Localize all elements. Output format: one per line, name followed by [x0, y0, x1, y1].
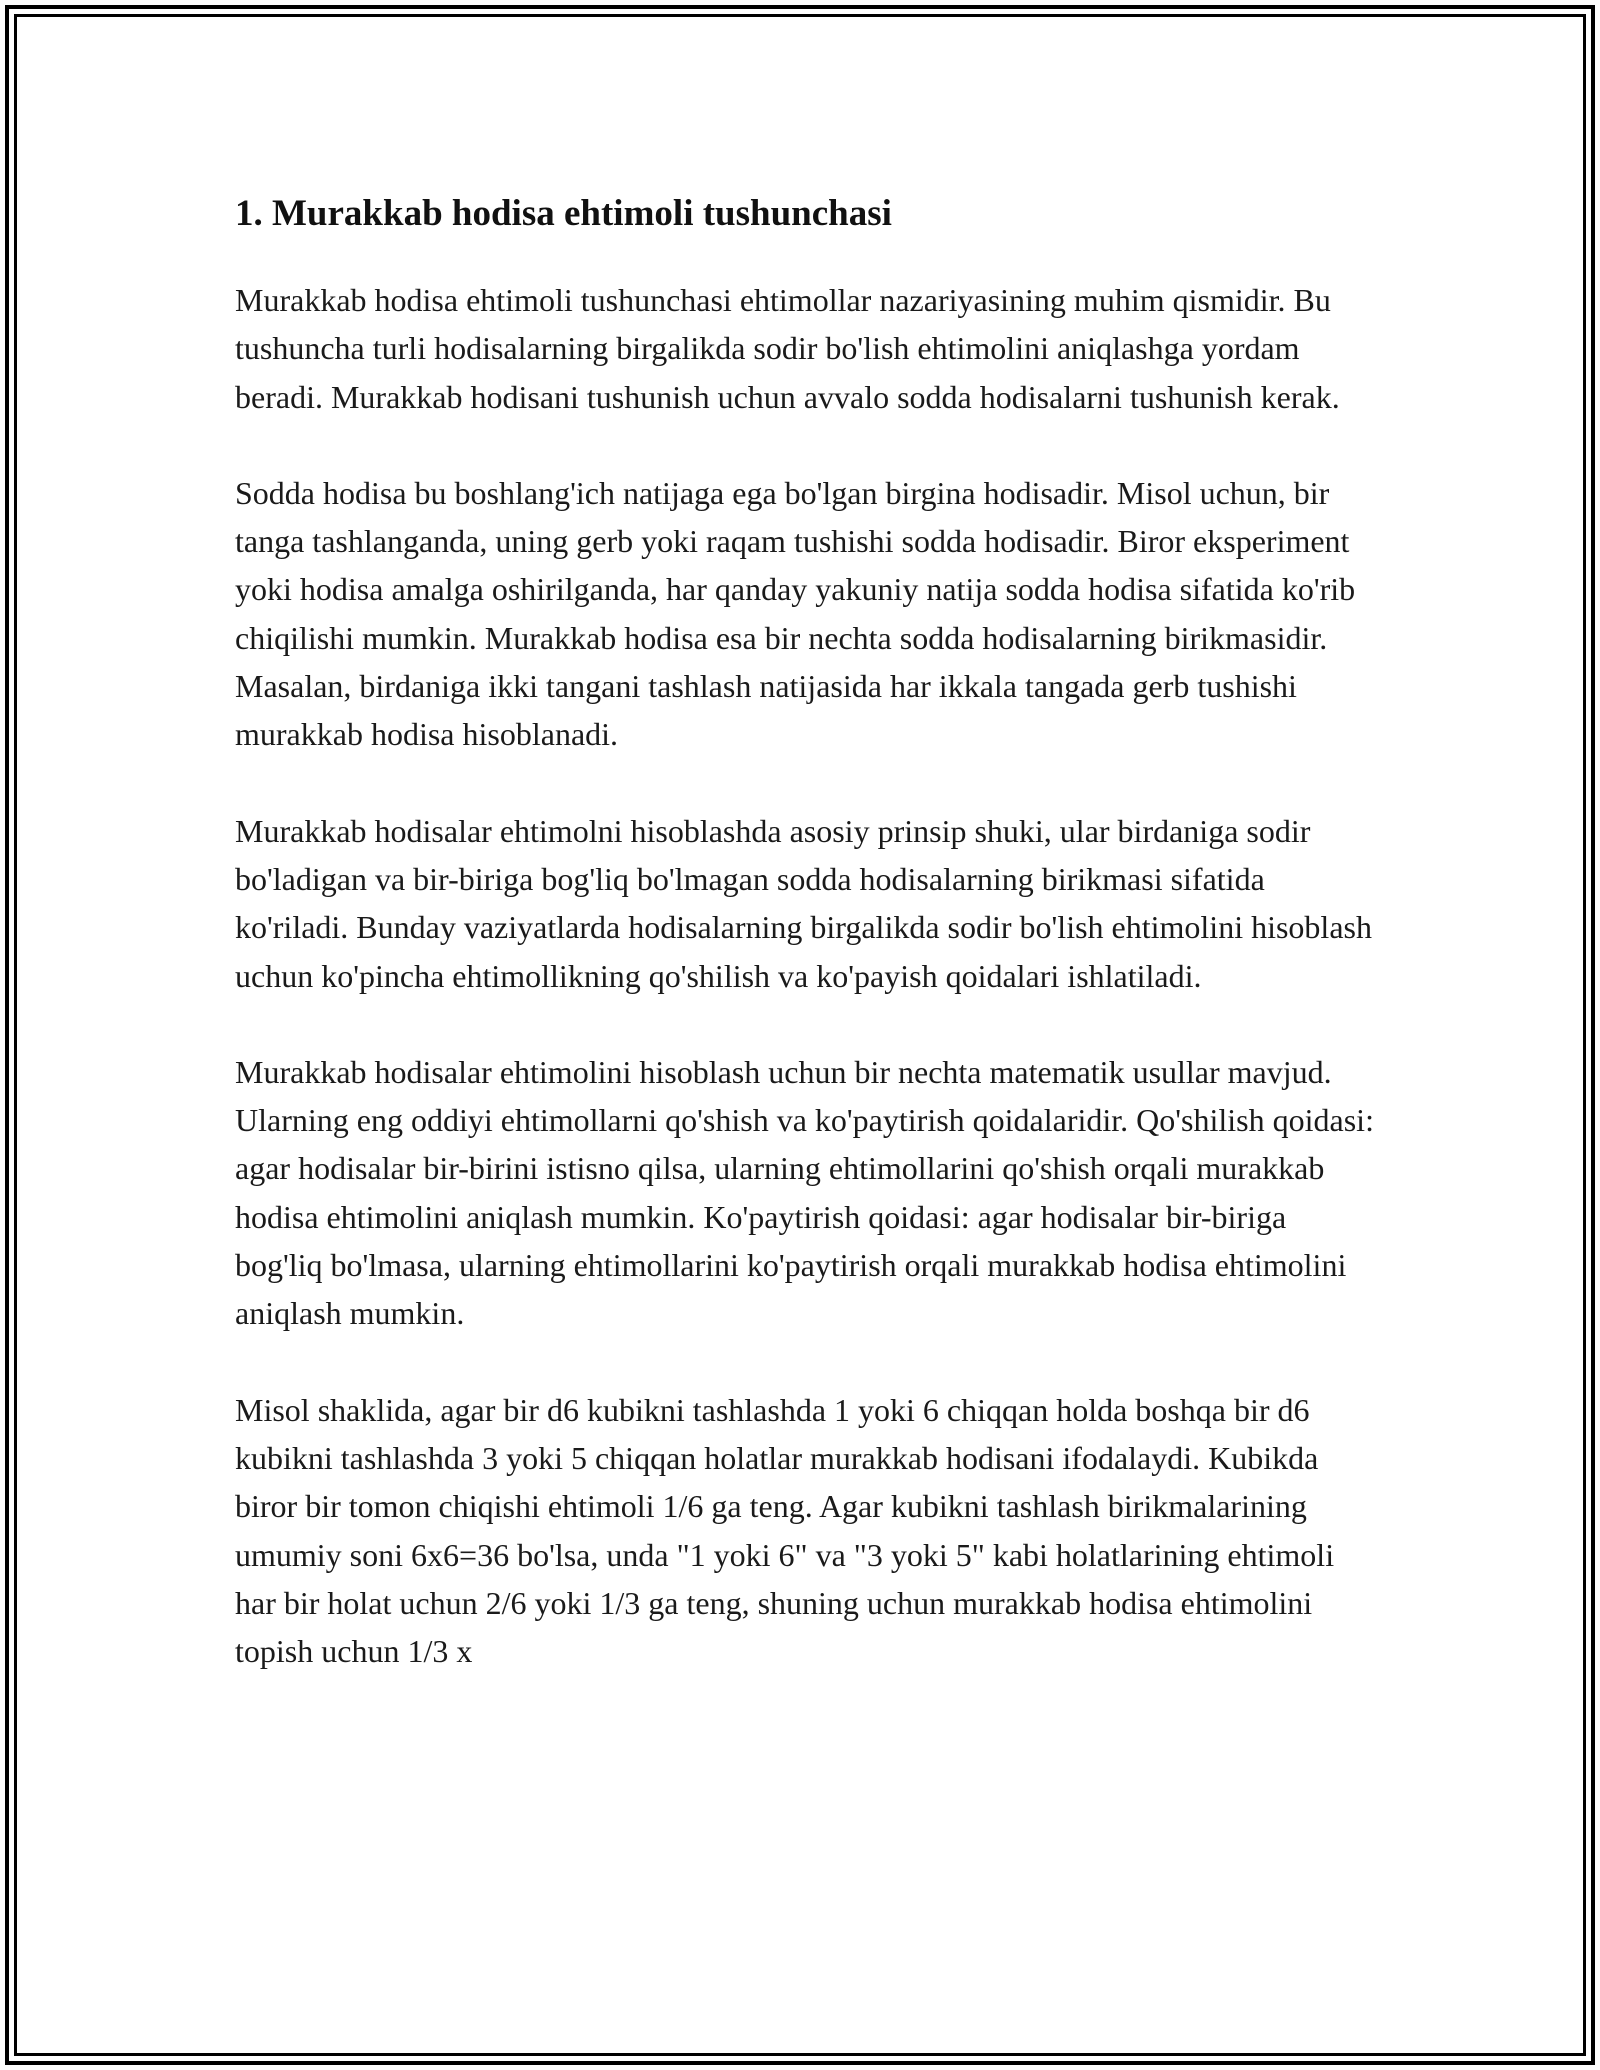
- paragraph-principle: Murakkab hodisalar ehtimolni hisoblashda asosiy prinsip shuki, ular birdaniga sodir bo'ladigan va bir-biriga bog'liq bo'lmagan sodda hodisalarning birikmasi sifatida ko'riladi. Bunday vaziyatlarda hodisalarning birgalikda sodir bo'lish ehtimolini hisoblash uchun ko'pincha ehtimollikning qo'shilish va ko'payish qoidalari ishlatiladi.: [235, 812, 1372, 994]
- paragraph-example: Misol shaklida, agar bir d6 kubikni tashlashda 1 yoki 6 chiqqan holda boshqa bir d6 kubikni tashlashda 3 yoki 5 chiqqan holatlar murakkab hodisani ifodalaydi. Kubikda biror bir tomon chiqishi ehtimoli 1/6 ga teng. Agar kubikni tashlash birikmalarining umumiy soni 6x6=36 bo'lsa, unda "1 yoki 6" va "3 yoki 5" kabi holatlarining ehtimoli har bir holat uchun 2/6 yoki 1/3 ga teng, shuning uchun murakkab hodisa ehtimolini topish uchun 1/3 x: [235, 1391, 1335, 1670]
- paragraph-methods: Murakkab hodisalar ehtimolini hisoblash uchun bir nechta matematik usullar mavjud. Ularning eng oddiyi ehtimollarni qo'shish va ko'paytirish qoidalaridir. Qo'shilish qoidasi: agar hodisalar bir-birini istisno qilsa, ularning ehtimollarini qo'shish orqali murakkab hodisa ehtimolini aniqlash mumkin. Ko'paytirish qoidasi: agar hodisalar bir-biriga bog'liq bo'lmasa, ularning ehtimollarini ko'paytirish orqali murakkab hodisa ehtimolini aniqlash mumkin.: [235, 1053, 1374, 1332]
- paragraph-simple-event: Sodda hodisa bu boshlang'ich natijaga ega bo'lgan birgina hodisadir. Misol uchun, bir tanga tashlanganda, uning gerb yoki raqam tushishi sodda hodisadir. Biror eksperiment yoki hodisa amalga oshirilganda, har qanday yakuniy natija sodda hodisa sifatida ko'rib chiqilishi mumkin. Murakkab hodisa esa bir nechta sodda hodisalarning birikmasidir. Masalan, birdaniga ikki tangani tashlash natijasida har ikkala tangada gerb tushishi murakkab hodisa hisoblanadi.: [235, 474, 1356, 753]
- section-heading: 1. Murakkab hodisa ehtimoli tushunchasi: [235, 193, 892, 234]
- document-body: [235, 186, 1375, 1723]
- paragraph-intro: Murakkab hodisa ehtimoli tushunchasi ehtimollar nazariyasining muhim qismidir. Bu tushuncha turli hodisalarning birgalikda sodir bo'lish ehtimolini aniqlashga yordam beradi. Murakkab hodisani tushunish uchun avvalo sodda hodisalarni tushunish kerak.: [235, 282, 1340, 415]
